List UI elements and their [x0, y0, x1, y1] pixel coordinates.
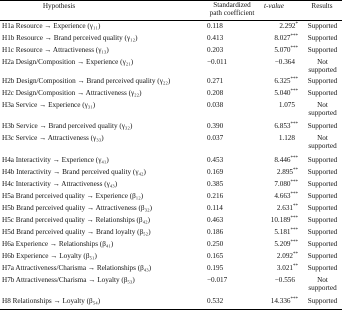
hypothesis-cell: H6b Experience → Loyalty (β₅₁) — [2, 252, 97, 260]
tvalue-number: 2.292 — [279, 22, 296, 30]
tvalue-number: 6.853 — [274, 122, 291, 130]
tvalue-number: 4.663 — [274, 192, 291, 200]
coefficient-cell: 0.271 — [207, 77, 224, 85]
significance-marker: *** — [290, 156, 298, 161]
result-text: Supported — [307, 156, 338, 164]
hypothesis-cell: H4b Interactivity → Brand perceived quality (γ₄₂) — [2, 168, 146, 176]
tvalue-cell — [250, 22, 298, 30]
result-text: Not — [317, 276, 328, 284]
coefficient-cell: 0.216 — [207, 192, 224, 200]
header-tvalue-text: t-value — [264, 2, 284, 10]
result-cell — [303, 204, 342, 212]
tvalue-number: 1.075 — [278, 101, 295, 109]
result-text: Supported — [307, 89, 338, 97]
coefficient-cell: 0.037 — [207, 134, 224, 142]
result-cell — [303, 180, 342, 188]
tvalue-number: 3.021 — [276, 264, 293, 272]
hypothesis-cell: H3b Service → Brand perceived quality (γ₃₂) — [2, 122, 133, 130]
header-hypothesis: Hypothesis — [42, 2, 76, 10]
result-text: Supported — [307, 34, 338, 42]
tvalue-cell — [250, 101, 298, 109]
result-text: Supported — [307, 77, 338, 85]
result-text: Supported — [307, 297, 338, 305]
coefficient-cell: 0.186 — [207, 228, 224, 236]
coefficient-cell: 0.250 — [207, 240, 224, 248]
hypothesis-cell: H5a Brand perceived quality → Experience (β₁₂) — [2, 192, 144, 200]
result-text-line2: supported — [308, 109, 337, 117]
result-cell — [303, 252, 342, 260]
coefficient-cell: 0.195 — [207, 264, 224, 272]
tvalue-number: 5.181 — [274, 228, 291, 236]
tvalue-cell — [250, 156, 298, 164]
coefficient-cell: 0.453 — [207, 156, 224, 164]
result-text: Supported — [307, 228, 338, 236]
result-text: Supported — [307, 180, 338, 188]
result-text: Supported — [307, 252, 338, 260]
significance-marker: *** — [290, 46, 298, 51]
tvalue-cell — [250, 297, 298, 305]
significance-marker: ** — [293, 264, 298, 269]
result-text-line2: supported — [308, 66, 337, 74]
result-text: Not — [317, 134, 328, 142]
tvalue-cell — [250, 216, 298, 224]
tvalue-number: 8.027 — [274, 34, 291, 42]
hypothesis-cell: H2c Design/Composition → Attractiveness (γ₂₂) — [2, 89, 142, 97]
result-cell — [303, 228, 342, 236]
hypothesis-cell: H6a Experience → Relationships (β₄₁) — [2, 240, 114, 248]
result-text: Supported — [307, 22, 338, 30]
result-text: Not — [317, 58, 328, 66]
result-text: Supported — [307, 264, 338, 272]
tvalue-cell — [250, 77, 298, 85]
hypothesis-cell: H5c Brand perceived quality → Relationships (β₄₂) — [2, 216, 150, 224]
tvalue-number: 7.080 — [274, 180, 291, 188]
result-cell — [303, 156, 342, 164]
result-text: Supported — [307, 46, 338, 54]
result-text: Supported — [307, 122, 338, 130]
result-text: Supported — [307, 192, 338, 200]
tvalue-cell — [250, 180, 298, 188]
header-coefficient-line1: Standardized — [213, 1, 251, 9]
result-cell — [303, 46, 342, 54]
header-results: Results — [311, 2, 333, 10]
result-cell — [303, 192, 342, 200]
tvalue-cell — [250, 46, 298, 54]
significance-marker — [295, 134, 298, 139]
tvalue-cell — [250, 228, 298, 236]
hypothesis-cell: H4a Interactivity → Experience (γ₄₁) — [2, 156, 109, 164]
tvalue-number: 2.092 — [276, 252, 293, 260]
hypothesis-cell: H7a Attractiveness/Charisma → Relationships (β₄₃) — [2, 264, 152, 272]
result-text: Supported — [307, 240, 338, 248]
result-text: Not — [317, 101, 328, 109]
tvalue-cell — [250, 122, 298, 130]
hypothesis-cell: H2a Design/Composition → Experience (γ₂₁) — [2, 58, 134, 66]
significance-marker: *** — [290, 297, 298, 302]
tvalue-cell — [250, 134, 298, 142]
result-text: Supported — [307, 216, 338, 224]
significance-marker: *** — [290, 192, 298, 197]
tvalue-cell — [250, 240, 298, 248]
tvalue-cell — [250, 58, 298, 66]
coefficient-cell: 0.385 — [207, 180, 224, 188]
significance-marker: * — [295, 22, 298, 27]
result-cell — [303, 89, 342, 97]
header-tvalue — [244, 2, 304, 10]
tvalue-number: 2.895 — [276, 168, 293, 176]
coefficient-cell: 0.118 — [207, 22, 223, 30]
top-rule — [0, 0, 342, 1]
tvalue-number: 5.209 — [274, 240, 291, 248]
result-cell — [303, 22, 342, 30]
result-cell — [303, 240, 342, 248]
coefficient-cell: 0.114 — [207, 204, 223, 212]
tvalue-number: 5.070 — [274, 46, 291, 54]
significance-marker — [295, 276, 298, 281]
tvalue-cell — [250, 276, 298, 284]
result-cell — [303, 168, 342, 176]
hypothesis-cell: H5b Brand perceived quality → Attractiveness (β₃₂) — [2, 204, 152, 212]
tvalue-number: 14.336 — [270, 297, 291, 305]
coefficient-cell: 0.413 — [207, 34, 224, 42]
tvalue-cell — [250, 89, 298, 97]
tvalue-cell — [250, 168, 298, 176]
coefficient-cell: 0.463 — [207, 216, 224, 224]
tvalue-number: 8.446 — [274, 156, 291, 164]
significance-marker — [295, 101, 298, 106]
coefficient-cell: −0.011 — [207, 58, 227, 66]
coefficient-cell: 0.038 — [207, 101, 224, 109]
coefficient-cell: 0.169 — [207, 168, 224, 176]
result-cell — [303, 297, 342, 305]
significance-marker: *** — [290, 240, 298, 245]
result-text: Supported — [307, 168, 338, 176]
hypothesis-cell: H2b Design/Composition → Brand perceived quality (γ₂₂) — [2, 77, 171, 85]
hypothesis-cell: H1c Resource → Attractiveness (γ₁₃) — [2, 46, 109, 54]
result-cell — [303, 101, 342, 117]
significance-marker: ** — [293, 204, 298, 209]
result-cell — [303, 134, 342, 150]
hypothesis-cell: H7b Attractiveness/Charisma → Loyalty (β₅₃) — [2, 276, 135, 284]
tvalue-cell — [250, 252, 298, 260]
tvalue-cell — [250, 264, 298, 272]
header-rule — [0, 20, 342, 21]
significance-marker: *** — [290, 34, 298, 39]
tvalue-number: −0.556 — [274, 276, 295, 284]
tvalue-cell — [250, 192, 298, 200]
significance-marker: *** — [290, 77, 298, 82]
coefficient-cell: 0.203 — [207, 46, 224, 54]
result-text: Supported — [307, 204, 338, 212]
significance-marker: ** — [293, 252, 298, 257]
header-coefficient-line2: path coefficient — [209, 9, 255, 17]
coefficient-cell: −0.017 — [207, 276, 228, 284]
hypothesis-cell: H3c Service → Attractiveness (γ₃₃) — [2, 134, 104, 142]
significance-marker — [295, 58, 298, 63]
significance-marker: *** — [290, 89, 298, 94]
tvalue-cell — [250, 204, 298, 212]
coefficient-cell: 0.165 — [207, 252, 224, 260]
hypothesis-cell: H3a Service → Experience (γ₃₁) — [2, 101, 96, 109]
result-cell — [303, 276, 342, 292]
hypothesis-cell: H5d Brand perceived quality → Brand loyalty (β₅₂) — [2, 228, 151, 236]
coefficient-cell: 0.532 — [207, 297, 224, 305]
significance-marker: *** — [290, 122, 298, 127]
tvalue-number: 2.631 — [276, 204, 293, 212]
significance-marker: *** — [290, 180, 298, 185]
significance-marker: ** — [293, 168, 298, 173]
result-cell — [303, 122, 342, 130]
result-cell — [303, 34, 342, 42]
result-cell — [303, 216, 342, 224]
coefficient-cell: 0.390 — [207, 122, 224, 130]
hypothesis-cell: H1a Resource → Experience (γ₁₁) — [2, 22, 101, 30]
result-cell — [303, 58, 342, 74]
hypothesis-cell: H8 Relationships → Loyalty (β₅₄) — [2, 297, 101, 305]
result-cell — [303, 77, 342, 85]
tvalue-cell — [250, 34, 298, 42]
tvalue-number: 1.128 — [278, 134, 295, 142]
tvalue-number: 5.040 — [274, 89, 291, 97]
bottom-rule — [0, 309, 342, 310]
significance-marker: *** — [290, 228, 298, 233]
significance-marker: *** — [290, 216, 298, 221]
hypothesis-cell: H4c Interactivity → Attractiveness (γ₄₃) — [2, 180, 118, 188]
hypothesis-cell: H1b Resource → Brand perceived quality (γ₁₂) — [2, 34, 138, 42]
tvalue-number: 6.325 — [274, 77, 291, 85]
result-text-line2: supported — [308, 142, 337, 150]
result-cell — [303, 264, 342, 272]
tvalue-number: 10.189 — [270, 216, 291, 224]
tvalue-number: −0.364 — [274, 58, 295, 66]
result-text-line2: supported — [308, 284, 337, 292]
coefficient-cell: 0.208 — [207, 89, 224, 97]
